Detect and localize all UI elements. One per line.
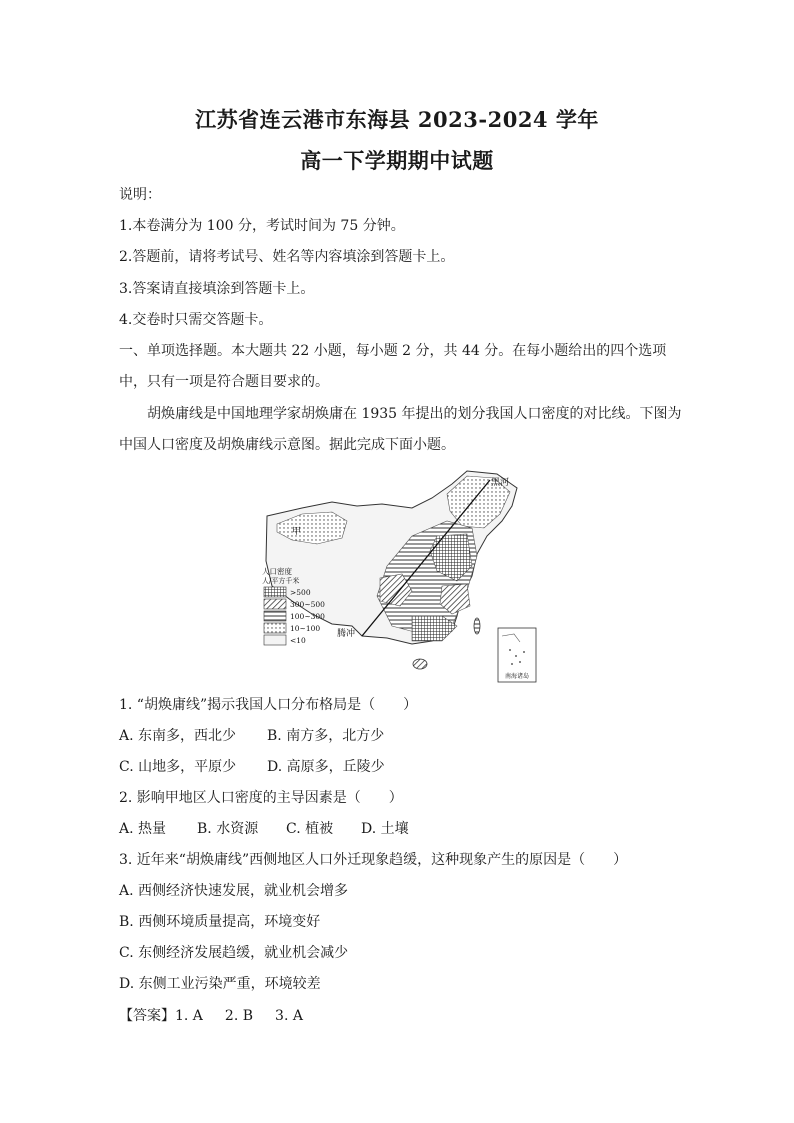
instruction-item: 3.答案请直接填涂到答题卡上。 (119, 281, 315, 297)
q1-option-d[interactable]: D. 高原多，丘陵少 (267, 759, 385, 775)
q1-option-b[interactable]: B. 南方多，北方少 (267, 728, 385, 744)
taiwan-island (474, 618, 480, 634)
legend-swatch (264, 635, 286, 645)
passage-text: 中国人口密度及胡焕庸线示意图。据此完成下面小题。 (119, 437, 455, 453)
inset-caption: 南海诸岛 (505, 673, 530, 680)
instruction-item: 1.本卷满分为 100 分，考试时间为 75 分钟。 (119, 218, 405, 234)
label-heihe: 黑河 (491, 478, 510, 488)
page-title-line1: 江苏省连云港市东海县 2023-2024 学年 (195, 107, 599, 132)
instruction-item: 4.交卷时只需交答题卡。 (119, 312, 273, 328)
legend-unit: 人/平方千米 (262, 577, 300, 585)
q1-option-a[interactable]: A. 东南多，西北少 (119, 728, 237, 744)
label-tengchong: 腾冲 (337, 629, 356, 639)
answer-label: 【答案】 (119, 1008, 175, 1024)
legend-label: 300~500 (290, 600, 325, 609)
instructions-heading: 说明： (119, 187, 161, 203)
population-density-map (262, 466, 540, 686)
legend-label: <10 (290, 636, 306, 645)
q2-option-c[interactable]: C. 植被 (286, 821, 334, 837)
legend-label: 100~300 (290, 612, 325, 621)
legend-swatch (264, 587, 286, 597)
south-china-sea-inset (498, 628, 536, 682)
q2-option-d[interactable]: D. 土壤 (361, 821, 409, 837)
question-2-stem: 2. 影响甲地区人口密度的主导因素是（ ） (119, 790, 403, 806)
answer-line (119, 1006, 303, 1026)
legend-swatch (264, 623, 286, 633)
answer-item: 3. A (275, 1008, 303, 1024)
q2-option-b[interactable]: B. 水资源 (197, 821, 259, 837)
legend-swatch (264, 611, 286, 621)
q2-option-a[interactable]: A. 热量 (119, 821, 167, 837)
q3-option-d[interactable]: D. 东侧工业污染严重，环境较差 (119, 976, 321, 992)
instruction-item: 2.答题前，请将考试号、姓名等内容填涂到答题卡上。 (119, 249, 455, 265)
q3-option-b[interactable]: B. 西侧环境质量提高，环境变好 (119, 914, 321, 930)
question-3-stem: 3. 近年来“胡焕庸线”西侧地区人口外迁现象趋缓，这种现象产生的原因是（ ） (119, 852, 628, 868)
legend-label: 10~100 (290, 624, 321, 633)
section-heading: 一、单项选择题。本大题共 22 小题，每小题 2 分，共 44 分。在每小题给出的四个选项 (119, 343, 667, 359)
page-title-line2: 高一下学期期中试题 (300, 148, 494, 173)
answer-item: 1. A (175, 1008, 203, 1024)
q3-option-c[interactable]: C. 东侧经济发展趋缓，就业机会减少 (119, 945, 349, 961)
legend-swatch (264, 599, 286, 609)
q3-option-a[interactable]: A. 西侧经济快速发展，就业机会增多 (119, 883, 349, 899)
legend-label: >500 (290, 588, 311, 597)
hainan-island (413, 659, 427, 669)
section-heading: 中，只有一项是符合题目要求的。 (119, 374, 329, 390)
question-1-stem: 1. “胡焕庸线”揭示我国人口分布格局是（ ） (119, 697, 418, 713)
label-jia: 甲 (292, 527, 302, 537)
passage-text: 胡焕庸线是中国地理学家胡焕庸在 1935 年提出的划分我国人口密度的对比线。下图为 (147, 406, 682, 422)
q1-option-c[interactable]: C. 山地多，平原少 (119, 759, 237, 775)
answer-item: 2. B (224, 1008, 254, 1024)
legend-title: 人口密度 (262, 567, 292, 576)
